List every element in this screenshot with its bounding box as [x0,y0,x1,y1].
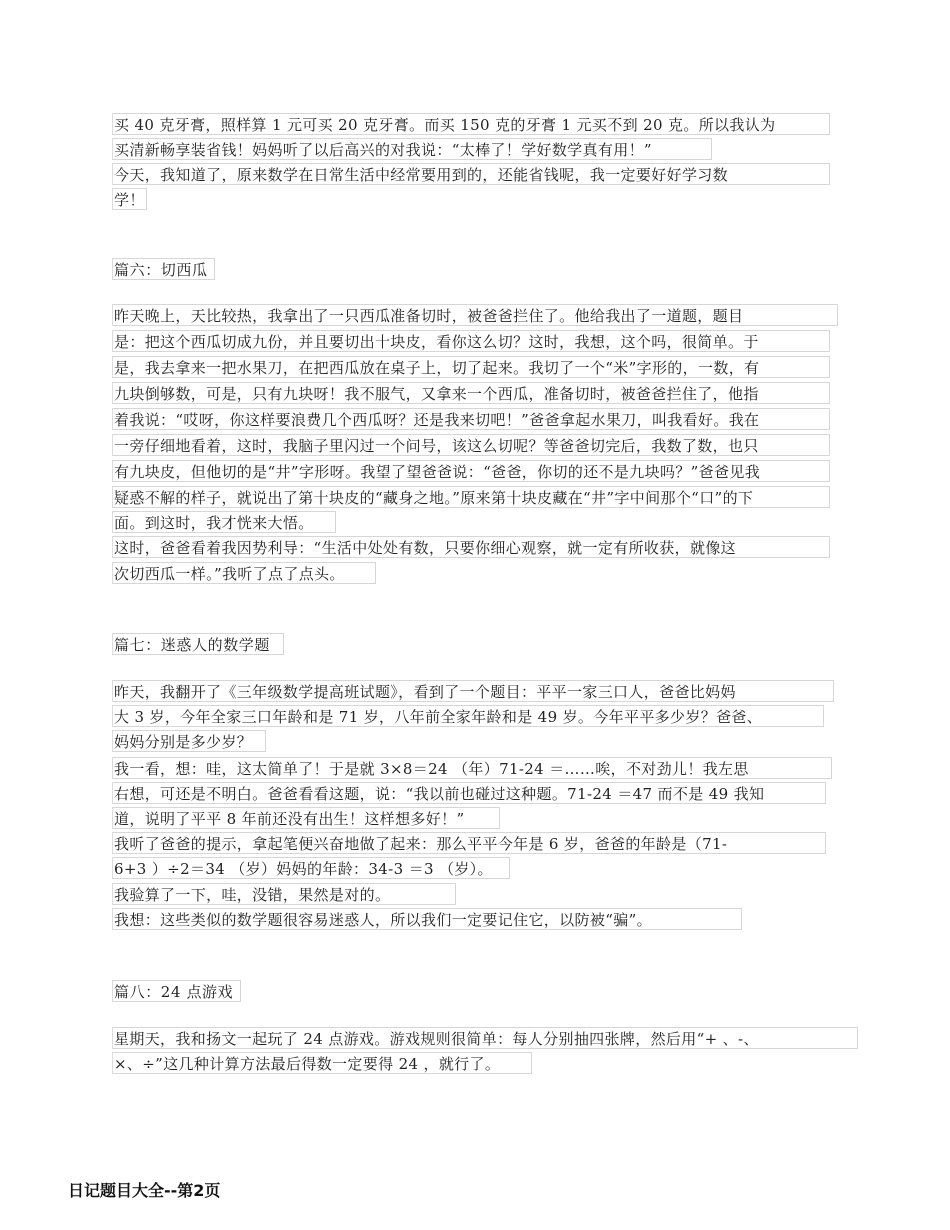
text-line: 是，我去拿来一把水果刀，在把西瓜放在桌子上，切了起来。我切了一个“米”字形的，一数，有 [112,356,830,378]
text-line: 这时，爸爸看着我因势利导：“生活中处处有数，只要你细心观察，就一定有所收获，就像这 [112,536,830,558]
text-line: 大 3 岁，今年全家三口年龄和是 71 岁，八年前全家年龄和是 49 岁。今年平平多少岁？爸爸、 [112,705,824,727]
text-line: 6+3 ）÷2＝34 （岁）妈妈的年龄：34-3 ＝3 （岁）。 [112,857,510,879]
text-line: 有九块皮，但他切的是“井”字形呀。我望了望爸爸说：“爸爸，你切的还不是九块吗？”爸爸见我 [112,460,830,482]
text-line: 疑惑不解的样子，就说出了第十块皮的“藏身之地。”原来第十块皮藏在“井”字中间那个“口”的下 [112,486,830,508]
text-line: 妈妈分别是多少岁？ [112,730,266,752]
text-line: 我一看，想：哇，这太简单了！于是就 3×8＝24 （年）71-24 ＝……唉，不对劲儿！我左思 [112,757,832,779]
text-line: 右想，可还是不明白。爸爸看看这题，说：“我以前也碰过这种题。71-24 ＝47 而不是 49 我知 [112,782,826,804]
text-line: 学！ [112,188,147,210]
text-line: 道，说明了平平 8 年前还没有出生！这样想多好！” [112,807,500,829]
text-line: 我验算了一下，哇，没错，果然是对的。 [112,883,456,905]
text-line: ×、÷”这几种计算方法最后得数一定要得 24 ，就行了。 [112,1052,532,1074]
section-heading: 篇七：迷惑人的数学题 [112,633,284,655]
text-line: 次切西瓜一样。”我听了点了点头。 [112,562,376,584]
page-footer: 日记题目大全--第2页 [68,1181,221,1200]
text-line: 我听了爸爸的提示，拿起笔便兴奋地做了起来：那么平平今年是 6 岁，爸爸的年龄是（71- [112,832,826,854]
text-line: 一旁仔细地看着，这时，我脑子里闪过一个问号，该这么切呢？等爸爸切完后，我数了数，也只 [112,434,830,456]
text-line: 我想：这些类似的数学题很容易迷惑人，所以我们一定要记住它，以防被“骗”。 [112,908,742,930]
section-heading: 篇六：切西瓜 [112,258,215,280]
text-line: 九块倒够数，可是，只有九块呀！我不服气，又拿来一个西瓜，准备切时，被爸爸拦住了，他指 [112,382,830,404]
text-line: 面。到这时，我才恍来大悟。 [112,511,336,533]
text-line: 是：把这个西瓜切成九份，并且要切出十块皮，看你这么切？这时，我想，这个吗，很简单。于 [112,330,830,352]
text-line: 昨天，我翻开了《三年级数学提高班试题》，看到了一个题目：平平一家三口人，爸爸比妈妈 [112,680,834,702]
text-line: 买清新畅享装省钱！妈妈听了以后高兴的对我说：“太棒了！学好数学真有用！” [112,138,712,160]
text-line: 星期天，我和扬文一起玩了 24 点游戏。游戏规则很简单：每人分别抽四张牌，然后用“+ 、-、 [112,1027,858,1049]
text-line: 买 40 克牙膏，照样算 1 元可买 20 克牙膏。而买 150 克的牙膏 1 元买不到 20 克。所以我认为 [112,113,830,135]
text-line: 今天，我知道了，原来数学在日常生活中经常要用到的，还能省钱呢，我一定要好好学习数 [112,163,830,185]
section-heading: 篇八：24 点游戏 [112,980,241,1002]
text-line: 着我说：“哎呀，你这样要浪费几个西瓜呀？还是我来切吧！”爸爸拿起水果刀，叫我看好。我在 [112,408,830,430]
text-line: 昨天晚上，天比较热，我拿出了一只西瓜准备切时，被爸爸拦住了。他给我出了一道题，题目 [112,304,838,326]
